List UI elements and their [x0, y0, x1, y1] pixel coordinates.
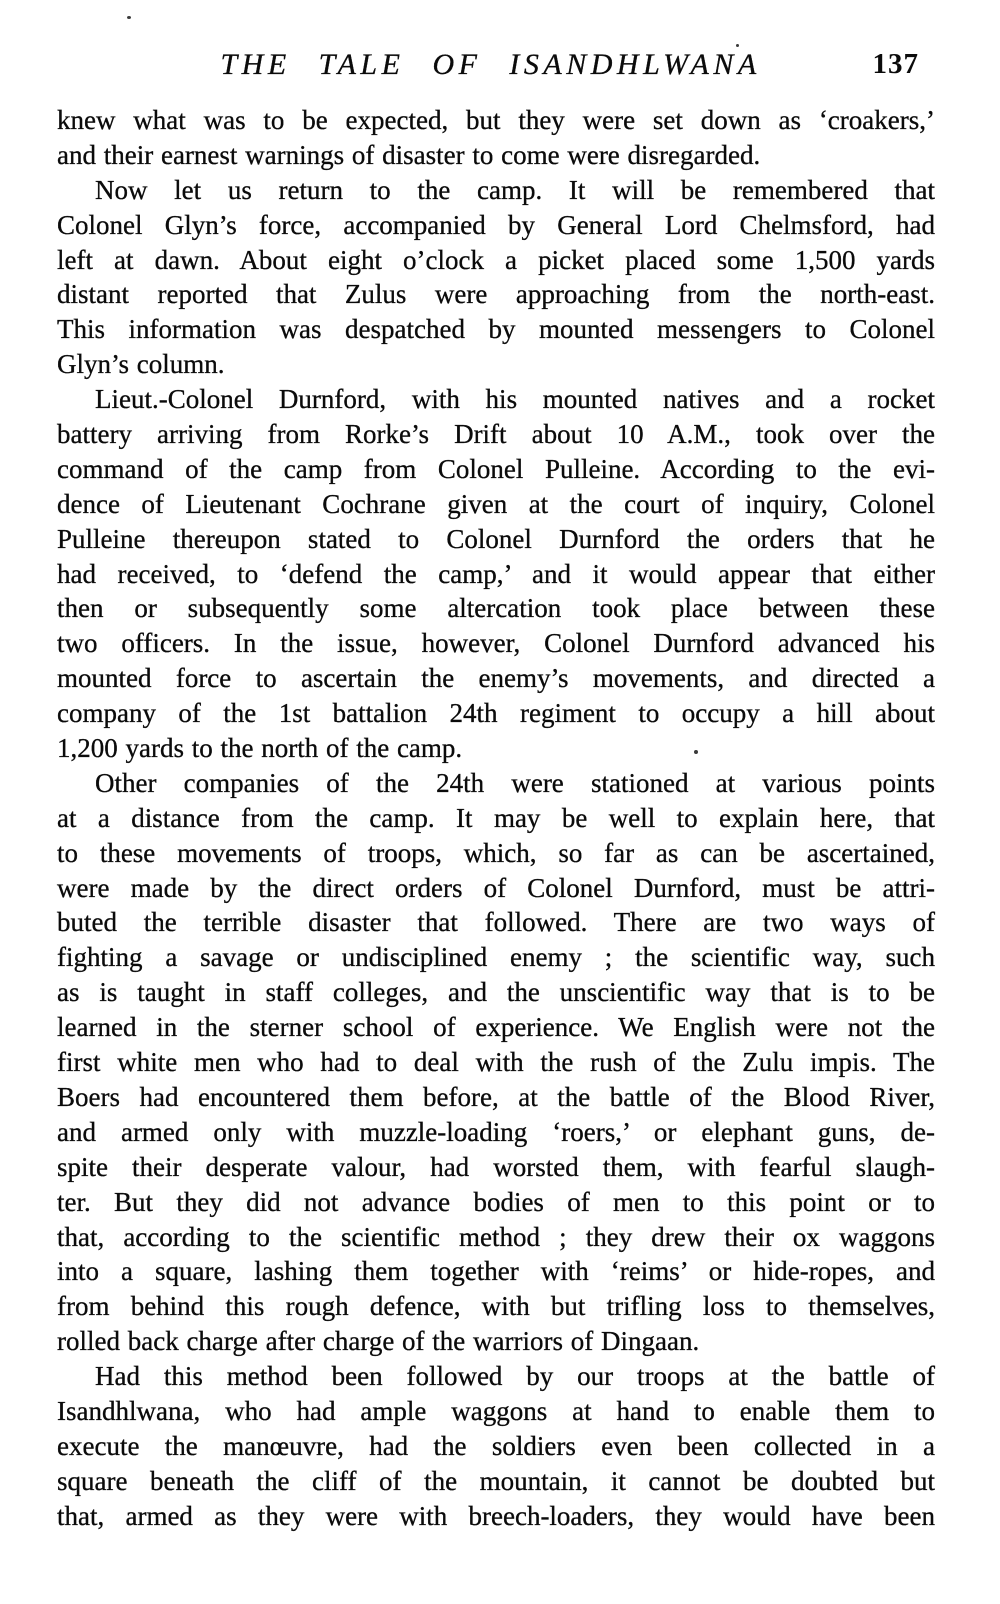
- page-body: [57, 103, 935, 1534]
- text-line: Boers had encountered them before, at the battle of the Blood River,: [57, 1081, 935, 1112]
- text-line: at a distance from the camp. It may be well to explain here, that: [57, 802, 935, 833]
- text-line: and armed only with muzzle-loading ‘roers,’ or elephant guns, de-: [57, 1116, 935, 1147]
- text-line: had received, to ‘defend the camp,’ and it would appear that either: [57, 558, 935, 589]
- text-line: were made by the direct orders of Colonel Durnford, must be attri-: [57, 872, 935, 903]
- text-line: 1,200 yards to the north of the camp.: [57, 733, 463, 764]
- text-line: as is taught in staff colleges, and the unscientific way that is to be: [57, 977, 935, 1008]
- text-line: knew what was to be expected, but they were set down as ‘croakers,’: [57, 105, 935, 135]
- text-line: Colonel Glyn’s force, accompanied by General Lord Chelmsford, had: [57, 209, 935, 240]
- text-line: and their earnest warnings of disaster to come were disregarded.: [57, 139, 761, 170]
- text-line: Pulleine thereupon stated to Colonel Durnford the orders that he: [57, 523, 935, 554]
- text-line: square beneath the cliff of the mountain, it cannot be doubted but: [57, 1465, 935, 1496]
- scan-speck: [694, 750, 698, 754]
- text-line: learned in the sterner school of experience. We English were not the: [57, 1012, 935, 1043]
- paragraph: [57, 382, 935, 766]
- text-line: from behind this rough defence, with but trifling loss to themselves,: [57, 1291, 935, 1322]
- paragraph: [57, 1359, 935, 1533]
- text-line: dence of Lieutenant Cochrane given at the court of inquiry, Colonel: [57, 488, 935, 519]
- text-line: Isandhlwana, who had ample waggons at hand to enable them to: [57, 1395, 935, 1426]
- text-line: into a square, lashing them together with ‘reims’ or hide-ropes, and: [57, 1256, 935, 1287]
- text-line: Glyn’s column.: [57, 349, 225, 380]
- text-line: battery arriving from Rorke’s Drift about 10 A.M., took over the: [57, 419, 935, 450]
- text-line: that, according to the scientific method ; they drew their ox waggons: [57, 1221, 935, 1252]
- text-line: distant reported that Zulus were approaching from the north-east.: [57, 279, 935, 310]
- text-line: execute the manœuvre, had the soldiers even been collected in a: [57, 1430, 935, 1461]
- text-line: Had this method been followed by our troops at the battle of: [95, 1361, 935, 1392]
- paragraph: [57, 103, 935, 173]
- text-line: company of the 1st battalion 24th regiment to occupy a hill about: [57, 698, 935, 729]
- paragraph: [57, 766, 935, 1359]
- text-line: first white men who had to deal with the rush of the Zulu impis. The: [57, 1047, 935, 1078]
- text-line: command of the camp from Colonel Pulleine. According to the evi-: [57, 453, 935, 484]
- text-line: left at dawn. About eight o’clock a picket placed some 1,500 yards: [57, 244, 935, 275]
- text-line: that, armed as they were with breech-loaders, they would have been: [57, 1500, 935, 1531]
- text-line: spite their desperate valour, had worsted them, with fearful slaugh-: [57, 1151, 935, 1182]
- text-line: buted the terrible disaster that followed. There are two ways of: [57, 907, 935, 938]
- text-line: This information was despatched by mounted messengers to Colonel: [57, 314, 935, 345]
- text-line: Now let us return to the camp. It will be remembered that: [95, 174, 935, 205]
- chapter-title: THE TALE OF ISANDHLWANA: [220, 48, 761, 81]
- running-header: [57, 48, 935, 86]
- text-line: then or subsequently some altercation took place between these: [57, 593, 935, 624]
- text-line: to these movements of troops, which, so far as can be ascertained,: [57, 837, 935, 868]
- page-number: 137: [872, 48, 919, 80]
- scan-speck: [736, 44, 739, 47]
- text-line: rolled back charge after charge of the warriors of Dingaan.: [57, 1326, 700, 1357]
- text-line: fighting a savage or undisciplined enemy ; the scientific way, such: [57, 942, 935, 973]
- paragraph: [57, 173, 935, 382]
- text-line: Other companies of the 24th were stationed at various points: [95, 767, 935, 798]
- text-line: ter. But they did not advance bodies of men to this point or to: [57, 1186, 935, 1217]
- scan-speck: [127, 16, 131, 19]
- text-line: Lieut.-Colonel Durnford, with his mounted natives and a rocket: [95, 384, 935, 415]
- text-line: mounted force to ascertain the enemy’s movements, and directed a: [57, 663, 935, 694]
- text-line: two officers. In the issue, however, Colonel Durnford advanced his: [57, 628, 935, 659]
